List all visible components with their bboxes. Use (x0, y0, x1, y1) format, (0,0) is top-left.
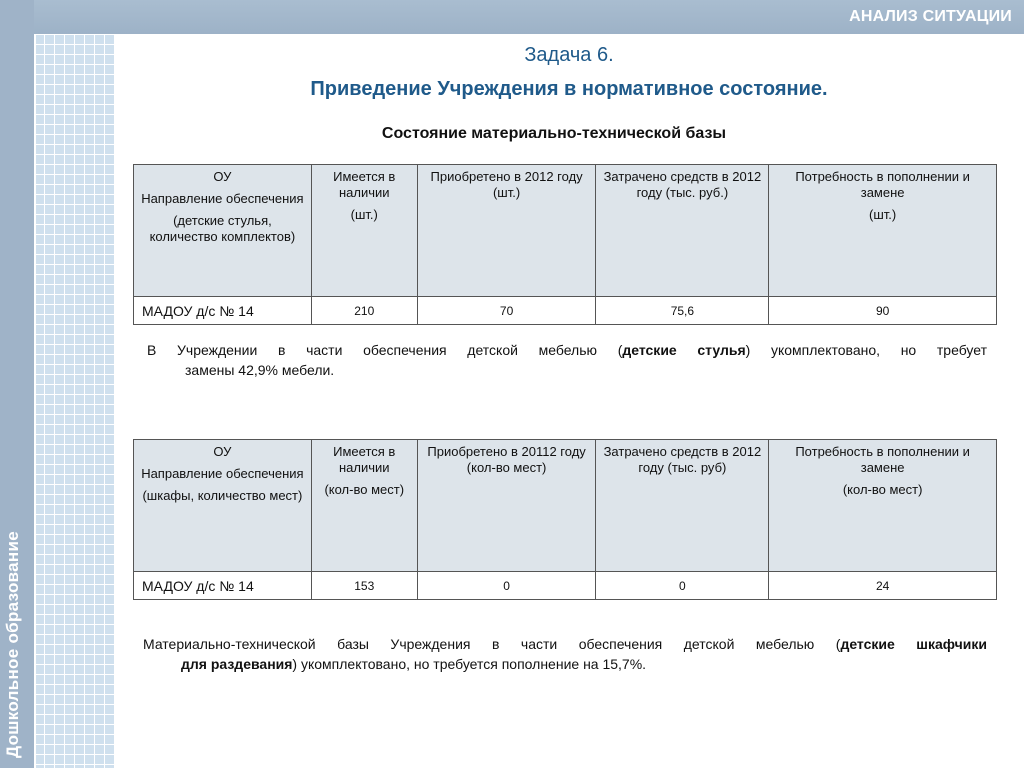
header-text: Направление обеспечения (141, 191, 304, 206)
row-institution: МАДОУ д/с № 14 (134, 297, 312, 325)
header-cell-spent (596, 165, 769, 297)
summary-bold: детские шкафчики (840, 636, 987, 652)
header-cell-available (311, 440, 417, 572)
sidebar-divider (34, 34, 36, 768)
header-cell-acquired (417, 440, 596, 572)
cell-available: 153 (311, 572, 417, 600)
table-caption: Состояние материально-технической базы (381, 125, 727, 142)
summary-text: В Учреждении в части обеспечения детской мебелью ( (147, 342, 623, 358)
header-text: (кол-во мест) (324, 482, 405, 497)
header-cell-need (769, 165, 997, 297)
header-cell-acquired (417, 165, 596, 297)
header-text: ОУ (213, 169, 232, 184)
header-text: (шт.) (869, 207, 897, 222)
cell-acquired: 70 (417, 297, 596, 325)
task-number: Задача 6. (524, 44, 614, 66)
header-cell-available (311, 165, 417, 297)
header-text: (шт.) (350, 207, 378, 222)
cell-need: 90 (769, 297, 997, 325)
sidebar-vertical-text: Дошкольное образование (3, 531, 22, 758)
task-title: Приведение Учреждения в нормативное состояние. (310, 78, 828, 100)
header-text: Затрачено средств в 2012 году (тыс. руб) (603, 444, 762, 475)
chairs-summary (147, 340, 987, 380)
header-text: Потребность в пополнении и замене (795, 444, 970, 475)
cell-spent: 0 (596, 572, 769, 600)
section-label: АНАЛИЗ СИТУАЦИИ (849, 8, 1012, 25)
header-cell-need (769, 440, 997, 572)
header-text: Приобретено в 2012 году (шт.) (430, 169, 583, 200)
header-text: (шкафы, количество мест) (142, 488, 303, 503)
summary-text: Материально-технической базы Учреждения в части обеспечения детской мебелью ( (143, 636, 841, 652)
header-cell-spent (596, 440, 769, 572)
summary-line2 (143, 654, 987, 674)
summary-text: ) укомплектовано, но требует (745, 342, 988, 358)
header-text: Приобретено в 20112 году (кол-во мест) (427, 444, 586, 475)
slide-content (114, 34, 1024, 768)
header-text: ОУ (213, 444, 232, 459)
cell-spent: 75,6 (596, 297, 769, 325)
header-cell-ou (134, 165, 312, 297)
chairs-table (133, 164, 997, 325)
table-header-row (134, 440, 997, 572)
top-banner (0, 0, 1024, 34)
header-text: Затрачено средств в 2012 году (тыс. руб.) (603, 169, 762, 200)
header-text: Имеется в наличии (333, 169, 396, 200)
summary-line1 (143, 634, 987, 654)
table-header-row (134, 165, 997, 297)
summary-line1 (147, 340, 987, 360)
header-text: Направление обеспечения (141, 466, 304, 481)
header-text: Имеется в наличии (333, 444, 396, 475)
lockers-table (133, 439, 997, 600)
sidebar-pattern (34, 34, 114, 768)
header-cell-ou (134, 440, 312, 572)
row-institution: МАДОУ д/с № 14 (134, 572, 312, 600)
header-text: (детские стулья, количество комплектов) (149, 213, 296, 244)
header-text: Потребность в пополнении и замене (795, 169, 970, 200)
summary-line2: замены 42,9% мебели. (185, 362, 335, 378)
table-row (134, 297, 997, 325)
summary-bold: для раздевания (181, 656, 293, 672)
cell-need: 24 (769, 572, 997, 600)
cell-acquired: 0 (417, 572, 596, 600)
lockers-summary (143, 634, 987, 674)
cell-available: 210 (311, 297, 417, 325)
table-row (134, 572, 997, 600)
header-text: (кол-во мест) (842, 482, 923, 497)
summary-text: ) укомплектовано, но требуется пополнение на 15,7%. (292, 656, 647, 672)
summary-bold: детские стулья (622, 342, 746, 358)
